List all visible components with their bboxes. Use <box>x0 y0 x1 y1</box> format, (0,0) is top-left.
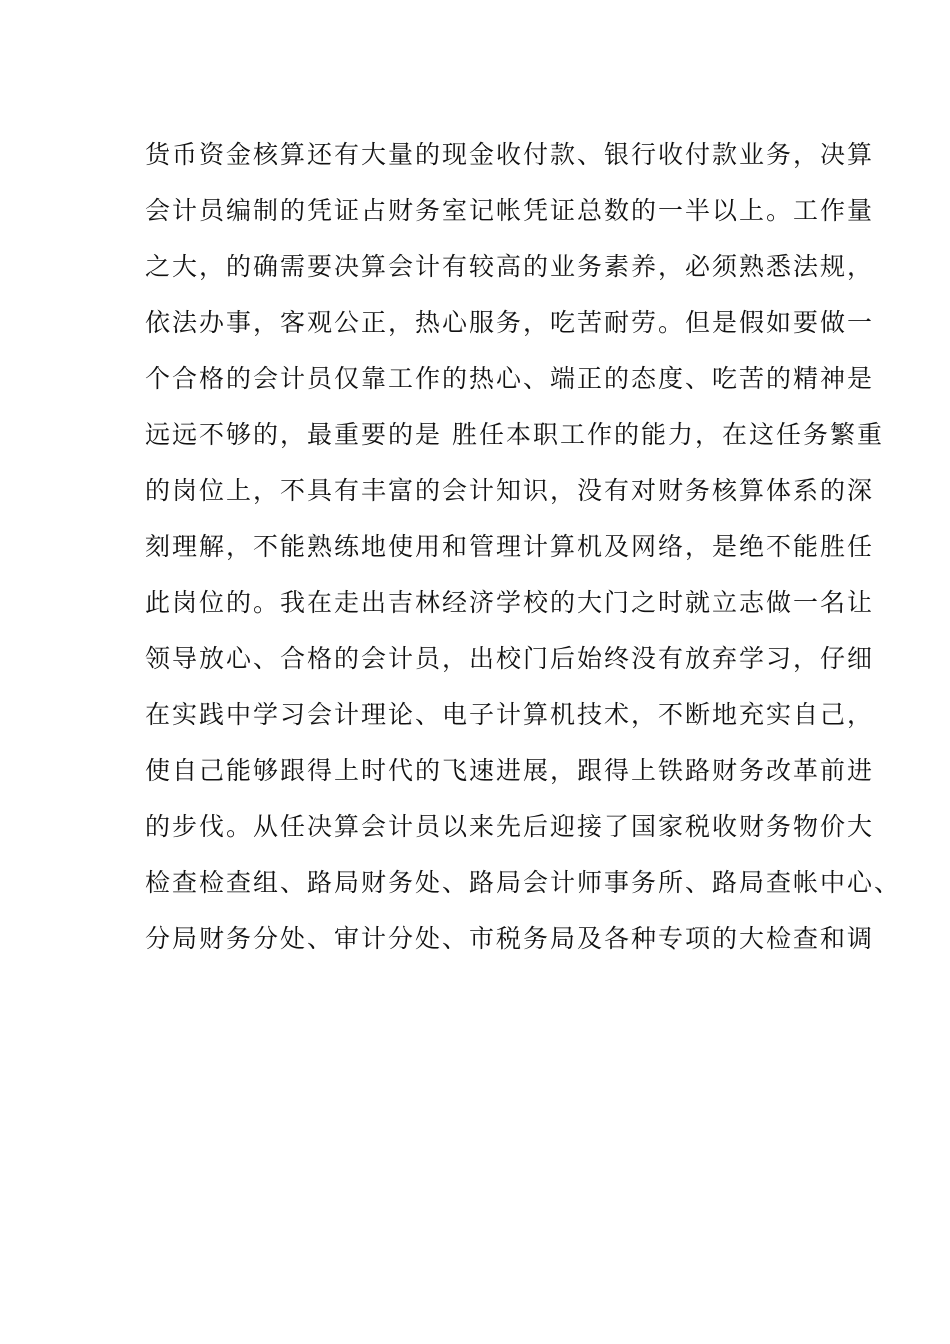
text-line: 在实践中学习会计理论、电子计算机技术，不断地充实自己， <box>145 700 875 729</box>
text-line: 的步伐。从任决算会计员以来先后迎接了国家税收财务物价大 <box>145 812 875 841</box>
text-line: 刻理解，不能熟练地使用和管理计算机及网络，是绝不能胜任 <box>145 532 875 561</box>
text-line: 会计员编制的凭证占财务室记帐凭证总数的一半以上。工作量 <box>145 196 875 225</box>
text-line: 个合格的会计员仅靠工作的热心、端正的态度、吃苦的精神是 <box>145 364 875 393</box>
text-line: 此岗位的。我在走出吉林经济学校的大门之时就立志做一名让 <box>145 588 875 617</box>
text-line: 的岗位上，不具有丰富的会计知识，没有对财务核算体系的深 <box>145 476 875 505</box>
text-line: 检查检查组、路局财务处、路局会计师事务所、路局查帐中心、 <box>145 868 902 897</box>
text-line: 使自己能够跟得上时代的飞速进展，跟得上铁路财务改革前进 <box>145 756 875 785</box>
text-line: 分局财务分处、审计分处、市税务局及各种专项的大检查和调 <box>145 924 875 953</box>
text-line: 之大，的确需要决算会计有较高的业务素养，必须熟悉法规， <box>145 252 875 281</box>
text-line: 领导放心、合格的会计员，出校门后始终没有放弃学习，仔细 <box>145 644 875 673</box>
body-text <box>145 132 902 972</box>
text-line: 依法办事，客观公正，热心服务，吃苦耐劳。但是假如要做一 <box>145 308 875 337</box>
text-line: 远远不够的，最重要的是 胜任本职工作的能力，在这任务繁重 <box>145 420 884 449</box>
text-line: 货币资金核算还有大量的现金收付款、银行收付款业务，决算 <box>145 140 875 169</box>
